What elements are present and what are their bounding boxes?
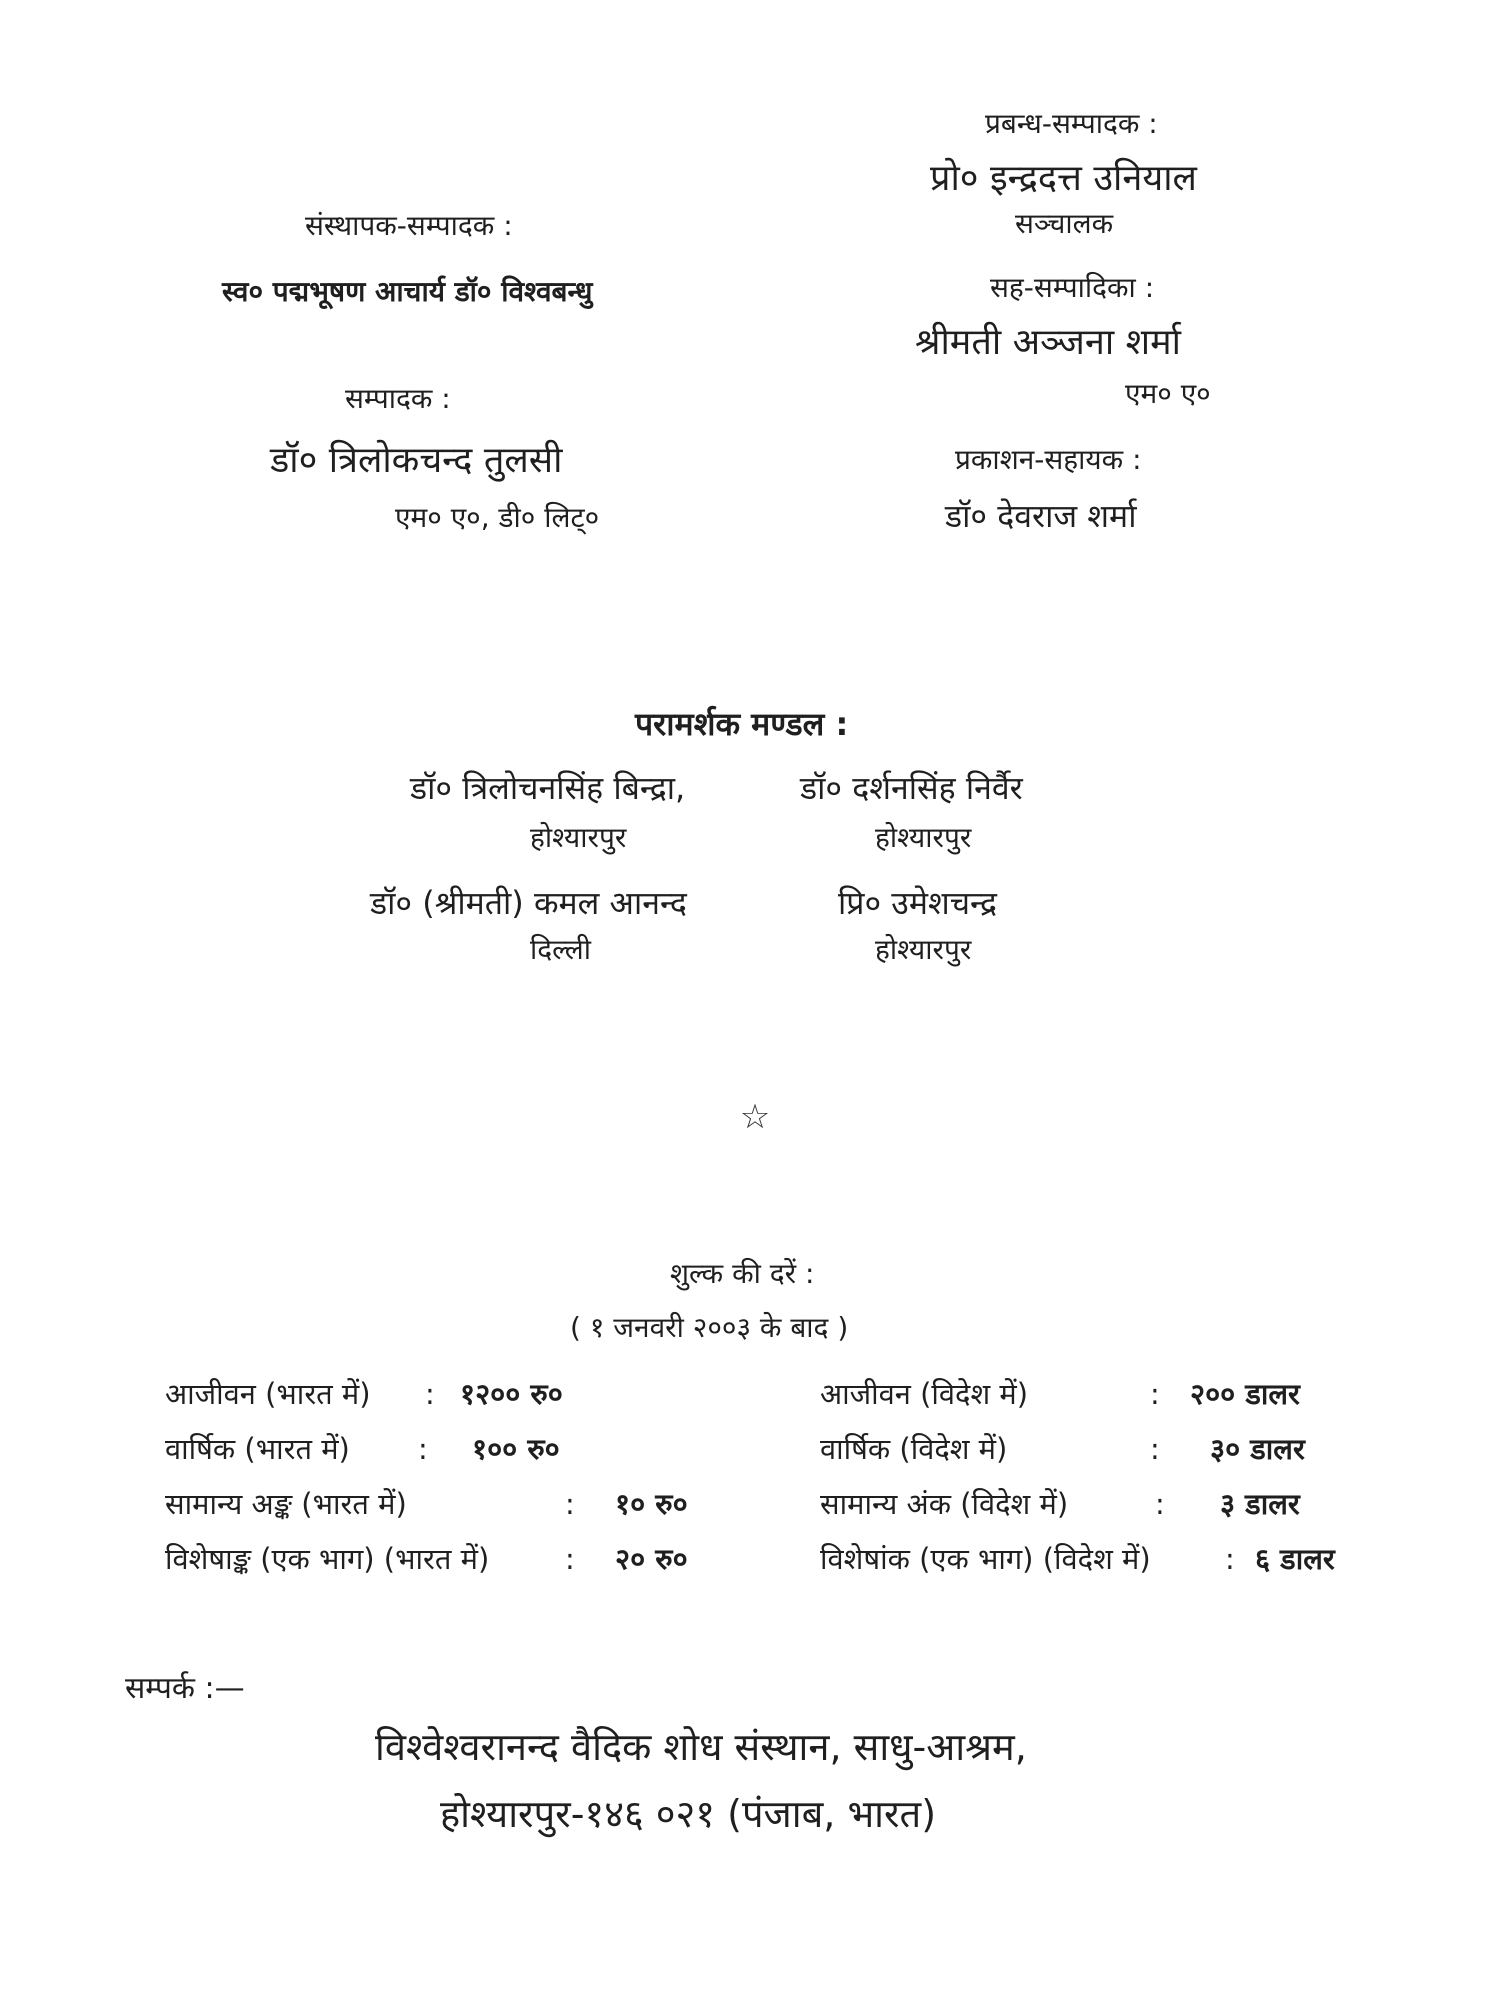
fee-colon: :	[425, 1377, 435, 1411]
managing-editor-name: प्रो० इन्द्रदत्त उनियाल	[930, 158, 1197, 199]
advisory-member-name: प्रि० उमेशचन्द्र	[838, 884, 997, 922]
advisory-board-heading: परामर्शक मण्डल :	[635, 705, 849, 743]
fee-colon: :	[1225, 1542, 1235, 1576]
advisory-member-name: डॉ० दर्शनसिंह निर्वैर	[800, 769, 1023, 807]
managing-editor-label: प्रबन्ध-सम्पादक :	[985, 107, 1158, 140]
founder-editor-name: स्व० पद्मभूषण आचार्य डॉ० विश्वबन्धु	[222, 275, 593, 308]
co-editor-label: सह-सम्पादिका :	[990, 271, 1155, 304]
advisory-member-place: होश्यारपुर	[530, 821, 627, 854]
fee-colon: :	[1150, 1377, 1160, 1411]
fee-abroad-label: वार्षिक (विदेश में)	[820, 1432, 1008, 1466]
fee-colon: :	[1155, 1487, 1165, 1521]
editor-label: सम्पादक :	[345, 382, 451, 415]
contact-address-line2: होश्यारपुर-१४६ ०२१ (पंजाब, भारत)	[440, 1792, 937, 1836]
fee-india-amount: १० रु०	[615, 1487, 688, 1521]
fee-abroad-label: विशेषांक (एक भाग) (विदेश में)	[820, 1542, 1151, 1576]
fee-colon: :	[418, 1432, 428, 1466]
publication-assistant-name: डॉ० देवराज शर्मा	[945, 497, 1137, 535]
fees-heading: शुल्क की दरें :	[670, 1257, 815, 1290]
fee-india-amount: १२०० रु०	[460, 1377, 563, 1411]
fee-abroad-label: सामान्य अंक (विदेश में)	[820, 1487, 1069, 1521]
contact-label: सम्पर्क :—	[125, 1671, 245, 1706]
star-ornament-icon: ☆	[739, 1097, 771, 1137]
fee-colon: :	[565, 1487, 575, 1521]
co-editor-name: श्रीमती अञ्जना शर्मा	[915, 322, 1181, 363]
fee-abroad-label: आजीवन (विदेश में)	[820, 1377, 1029, 1411]
fee-colon: :	[1150, 1432, 1160, 1466]
fee-abroad-amount: ३ डालर	[1220, 1487, 1300, 1521]
advisory-member-name: डॉ० त्रिलोचनसिंह बिन्द्रा,	[410, 769, 686, 807]
founder-editor-label: संस्थापक-सम्पादक :	[305, 209, 513, 242]
fee-abroad-amount: ६ डालर	[1255, 1542, 1335, 1576]
publication-assistant-label: प्रकाशन-सहायक :	[955, 443, 1142, 476]
editor-name: डॉ० त्रिलोकचन्द तुलसी	[270, 440, 563, 481]
advisory-member-name: डॉ० (श्रीमती) कमल आनन्द	[370, 884, 687, 922]
advisory-member-place: होश्यारपुर	[875, 821, 972, 854]
contact-address-line1: विश्वेश्वरानन्द वैदिक शोध संस्थान, साधु-आश्रम,	[375, 1725, 1027, 1769]
co-editor-degree: एम० ए०	[1125, 377, 1211, 410]
advisory-member-place: होश्यारपुर	[875, 933, 972, 966]
fee-india-label: सामान्य अङ्क (भारत में)	[165, 1487, 407, 1521]
fee-india-label: वार्षिक (भारत में)	[165, 1432, 350, 1466]
managing-editor-role: सञ्चालक	[1015, 207, 1114, 240]
fee-abroad-amount: २०० डालर	[1190, 1377, 1300, 1411]
fee-abroad-amount: ३० डालर	[1210, 1432, 1305, 1466]
fee-india-label: विशेषाङ्क (एक भाग) (भारत में)	[165, 1542, 490, 1576]
advisory-member-place: दिल्ली	[530, 933, 591, 966]
fees-subheading: ( १ जनवरी २००३ के बाद )	[570, 1311, 849, 1344]
fee-india-label: आजीवन (भारत में)	[165, 1377, 371, 1411]
editor-degree: एम० ए०, डी० लिट्०	[395, 501, 600, 534]
fee-india-amount: १०० रु०	[472, 1432, 560, 1466]
fee-colon: :	[565, 1542, 575, 1576]
fee-india-amount: २० रु०	[615, 1542, 688, 1576]
